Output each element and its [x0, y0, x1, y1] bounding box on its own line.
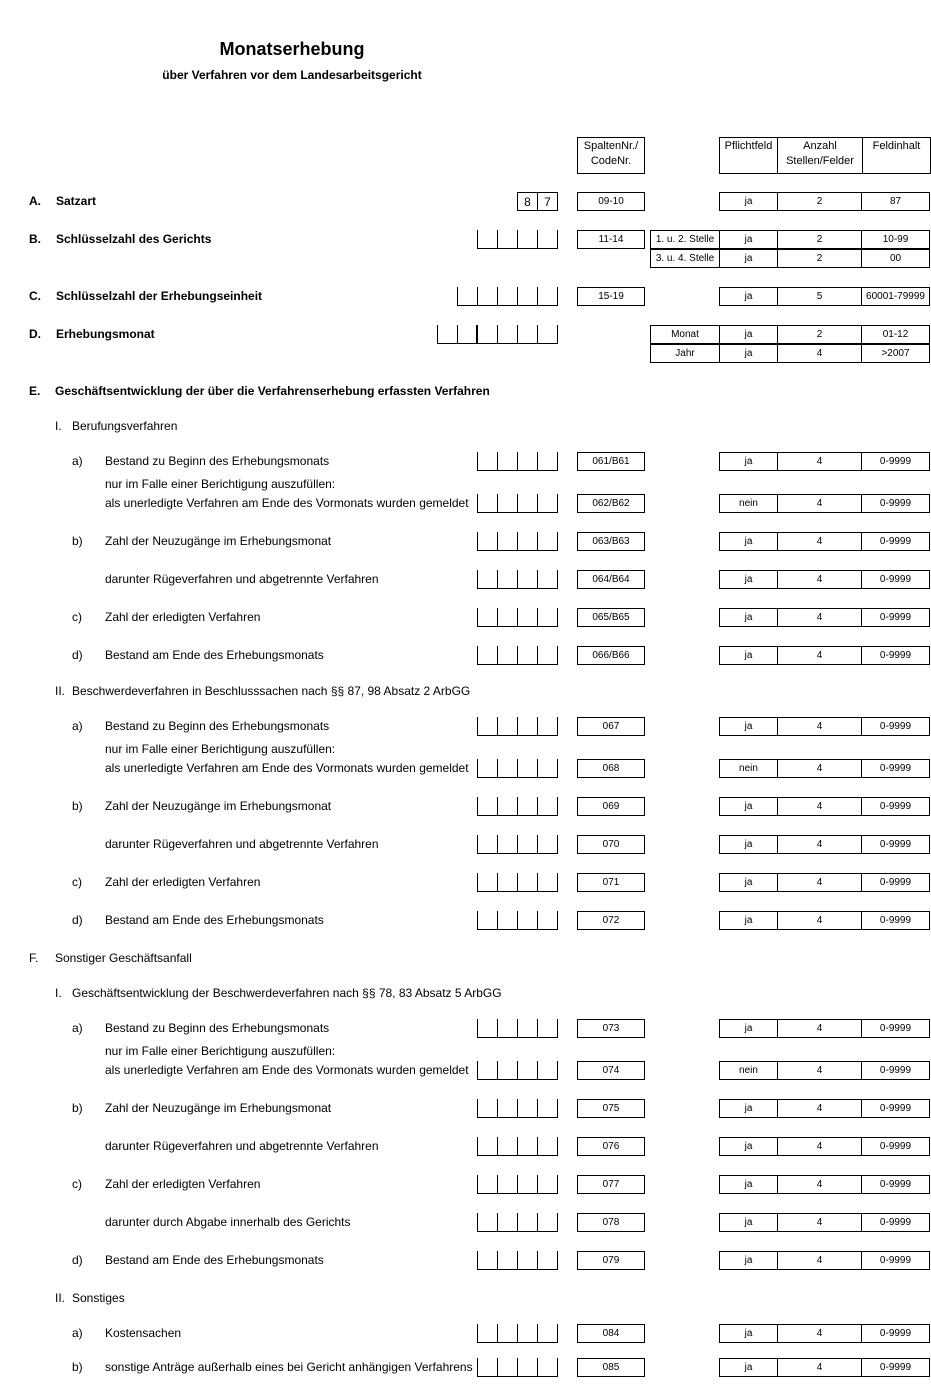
pflichtfeld-value: ja [719, 1358, 778, 1377]
input-cell[interactable] [498, 452, 518, 470]
row-mark: d) [72, 648, 83, 662]
input-cell[interactable] [458, 287, 478, 305]
anzahl-value: 4 [777, 494, 862, 513]
row-label: Bestand am Ende des Erhebungsmonats [105, 648, 324, 662]
section-f1-label: Geschäftsentwicklung der Beschwerdeverfahren nach §§ 78, 83 Absatz 5 ArbGG [72, 986, 502, 1000]
input-cell[interactable] [518, 325, 538, 343]
gericht-sub1-label: 1. u. 2. Stelle [650, 230, 720, 249]
input-cell[interactable] [538, 1061, 558, 1079]
section-f-letter: F. [29, 951, 39, 965]
page-subtitle: über Verfahren vor dem Landesarbeitsgericht [162, 68, 422, 82]
input-cell[interactable] [478, 570, 498, 588]
feldinhalt-value: 0-9999 [861, 797, 930, 816]
input-cell[interactable] [478, 287, 498, 305]
row-mark: b) [72, 1360, 83, 1374]
row-code: 066/B66 [577, 646, 645, 665]
row-mark: b) [72, 534, 83, 548]
row-input-boxes[interactable] [477, 646, 558, 665]
satzart-digit-1: 8 [518, 193, 538, 210]
row-code: 074 [577, 1061, 645, 1080]
feldinhalt-value: 0-9999 [861, 1175, 930, 1194]
row-code: 085 [577, 1358, 645, 1377]
anzahl-value: 4 [777, 717, 862, 736]
feldinhalt-value: 0-9999 [861, 570, 930, 589]
row-code: 064/B64 [577, 570, 645, 589]
header-feldinhalt: Feldinhalt [862, 137, 931, 174]
input-cell[interactable] [518, 797, 538, 815]
input-cell[interactable] [538, 873, 558, 891]
input-cell[interactable] [518, 759, 538, 777]
input-cell[interactable] [478, 1358, 498, 1376]
input-cell[interactable] [498, 1358, 518, 1376]
row-label: Zahl der erledigten Verfahren [105, 875, 261, 889]
row-mark: b) [72, 1101, 83, 1115]
pflichtfeld-value: ja [719, 1213, 778, 1232]
input-cell[interactable] [478, 452, 498, 470]
input-cell[interactable] [538, 911, 558, 929]
pflichtfeld-value: ja [719, 646, 778, 665]
feldinhalt-value: 0-9999 [861, 1137, 930, 1156]
input-cell[interactable] [518, 911, 538, 929]
anzahl-value: 4 [777, 1358, 862, 1377]
row-label: als unerledigte Verfahren am Ende des Vormonats wurden gemeldet [105, 496, 469, 510]
pflichtfeld-value: ja [719, 1251, 778, 1270]
anzahl-value: 4 [777, 873, 862, 892]
anzahl-value: 2 [777, 192, 862, 211]
row-code: 071 [577, 873, 645, 892]
anzahl-value: 4 [777, 1061, 862, 1080]
input-cell[interactable] [478, 835, 498, 853]
input-cell[interactable] [538, 1358, 558, 1376]
row-code: 065/B65 [577, 608, 645, 627]
feldinhalt-value: 0-9999 [861, 1061, 930, 1080]
feldinhalt-value: 0-9999 [861, 1358, 930, 1377]
section-e2-roman: II. [55, 684, 66, 698]
input-cell[interactable] [498, 873, 518, 891]
row-code: 078 [577, 1213, 645, 1232]
input-cell[interactable] [478, 1137, 498, 1155]
row-input-boxes[interactable] [477, 1213, 558, 1232]
row-input-boxes[interactable] [477, 1251, 558, 1270]
anzahl-value: 4 [777, 344, 862, 363]
anzahl-value: 4 [777, 1251, 862, 1270]
row-input-boxes[interactable] [477, 452, 558, 471]
input-cell[interactable] [518, 1061, 538, 1079]
row-code: 061/B61 [577, 452, 645, 471]
input-cell[interactable] [538, 1213, 558, 1231]
pflichtfeld-value: nein [719, 759, 778, 778]
input-cell[interactable] [518, 717, 538, 735]
input-cell[interactable] [478, 646, 498, 664]
section-e-letter: E. [29, 384, 41, 398]
row-code: 079 [577, 1251, 645, 1270]
pflichtfeld-value: ja [719, 1324, 778, 1343]
anzahl-value: 2 [777, 230, 862, 249]
row-code: 072 [577, 911, 645, 930]
input-cell[interactable] [518, 1099, 538, 1117]
anzahl-value: 5 [777, 287, 862, 306]
input-cell[interactable] [518, 230, 538, 248]
feldinhalt-value: 0-9999 [861, 532, 930, 551]
anzahl-value: 2 [777, 249, 862, 268]
pflichtfeld-value: ja [719, 344, 778, 363]
feldinhalt-value: 0-9999 [861, 1099, 930, 1118]
input-cell[interactable] [478, 1019, 498, 1037]
row-label: Zahl der Neuzugänge im Erhebungsmonat [105, 799, 332, 813]
section-c-letter: C. [29, 289, 41, 303]
input-cell[interactable] [538, 608, 558, 626]
feldinhalt-value: 0-9999 [861, 717, 930, 736]
jahr-label: Jahr [650, 344, 720, 363]
input-cell[interactable] [498, 717, 518, 735]
input-cell[interactable] [538, 835, 558, 853]
input-cell[interactable] [478, 911, 498, 929]
pflichtfeld-value: ja [719, 1137, 778, 1156]
input-cell[interactable] [538, 759, 558, 777]
input-cell[interactable] [538, 494, 558, 512]
row-mark: a) [72, 719, 83, 733]
input-cell[interactable] [538, 570, 558, 588]
input-cell[interactable] [538, 325, 558, 343]
row-input-boxes[interactable] [477, 717, 558, 736]
erhebungseinheit-input-boxes[interactable] [457, 287, 558, 306]
input-cell[interactable] [478, 717, 498, 735]
input-cell[interactable] [518, 1019, 538, 1037]
pflichtfeld-value: ja [719, 230, 778, 249]
code-gericht: 11-14 [577, 230, 645, 249]
row-mark: c) [72, 610, 82, 624]
row-label: darunter Rügeverfahren und abgetrennte Verfahren [105, 837, 379, 851]
input-cell[interactable] [538, 717, 558, 735]
anzahl-value: 4 [777, 1019, 862, 1038]
section-f2-label: Sonstiges [72, 1291, 125, 1305]
row-input-boxes[interactable] [477, 1137, 558, 1156]
row-code: 076 [577, 1137, 645, 1156]
input-cell[interactable] [498, 494, 518, 512]
row-input-boxes[interactable] [477, 608, 558, 627]
pflichtfeld-value: ja [719, 911, 778, 930]
input-cell[interactable] [478, 1324, 498, 1342]
anzahl-value: 4 [777, 1175, 862, 1194]
row-input-boxes[interactable] [477, 911, 558, 930]
row-input-boxes[interactable] [477, 1324, 558, 1343]
input-cell[interactable] [498, 1213, 518, 1231]
gericht-input-boxes[interactable] [477, 230, 558, 249]
input-cell[interactable] [518, 835, 538, 853]
input-cell[interactable] [538, 1137, 558, 1155]
input-cell[interactable] [478, 608, 498, 626]
input-cell[interactable] [518, 1175, 538, 1193]
anzahl-value: 4 [777, 570, 862, 589]
row-mark: a) [72, 454, 83, 468]
input-cell[interactable] [498, 1019, 518, 1037]
anzahl-value: 4 [777, 1137, 862, 1156]
input-cell[interactable] [498, 287, 518, 305]
pflichtfeld-value: ja [719, 608, 778, 627]
row-label: Bestand zu Beginn des Erhebungsmonats [105, 454, 330, 468]
berichtigung-note: nur im Falle einer Berichtigung auszufüllen: [105, 477, 336, 491]
section-a-letter: A. [29, 194, 41, 208]
pflichtfeld-value: ja [719, 1175, 778, 1194]
berichtigung-note: nur im Falle einer Berichtigung auszufüllen: [105, 1044, 336, 1058]
input-cell[interactable] [538, 452, 558, 470]
input-cell[interactable] [478, 1061, 498, 1079]
gericht-sub2-label: 3. u. 4. Stelle [650, 249, 720, 268]
row-code: 073 [577, 1019, 645, 1038]
input-cell[interactable] [518, 494, 538, 512]
row-input-boxes[interactable] [477, 1099, 558, 1118]
row-label: Zahl der erledigten Verfahren [105, 1177, 261, 1191]
satzart-digit-2: 7 [538, 193, 558, 210]
input-cell[interactable] [518, 532, 538, 550]
feldinhalt-value: 87 [861, 192, 930, 211]
section-b-label: Schlüsselzahl des Gerichts [56, 232, 212, 246]
row-input-boxes[interactable] [477, 532, 558, 551]
input-cell[interactable] [478, 325, 498, 343]
anzahl-value: 2 [777, 325, 862, 344]
pflichtfeld-value: ja [719, 717, 778, 736]
section-d-label: Erhebungsmonat [56, 327, 155, 341]
row-label: Bestand zu Beginn des Erhebungsmonats [105, 719, 330, 733]
input-cell[interactable] [518, 1324, 538, 1342]
feldinhalt-value: 0-9999 [861, 1213, 930, 1232]
input-cell[interactable] [538, 532, 558, 550]
input-cell[interactable] [538, 646, 558, 664]
section-c-label: Schlüsselzahl der Erhebungseinheit [56, 289, 263, 303]
section-f1-roman: I. [55, 986, 62, 1000]
row-label: Bestand zu Beginn des Erhebungsmonats [105, 1021, 330, 1035]
input-cell[interactable] [518, 1137, 538, 1155]
input-cell[interactable] [498, 797, 518, 815]
feldinhalt-value: 10-99 [861, 230, 930, 249]
section-b-letter: B. [29, 232, 41, 246]
input-cell[interactable] [538, 1099, 558, 1117]
anzahl-value: 4 [777, 759, 862, 778]
feldinhalt-value: 0-9999 [861, 873, 930, 892]
feldinhalt-value: 0-9999 [861, 1324, 930, 1343]
feldinhalt-value: 60001-79999 [861, 287, 930, 306]
feldinhalt-value: 0-9999 [861, 494, 930, 513]
row-label: darunter durch Abgabe innerhalb des Gerichts [105, 1215, 351, 1229]
feldinhalt-value: 01-12 [861, 325, 930, 344]
page-title: Monatserhebung [219, 39, 365, 59]
anzahl-value: 4 [777, 646, 862, 665]
pflichtfeld-value: ja [719, 570, 778, 589]
row-mark: c) [72, 875, 82, 889]
row-input-boxes[interactable] [477, 873, 558, 892]
pflichtfeld-value: ja [719, 287, 778, 306]
feldinhalt-value: 0-9999 [861, 1251, 930, 1270]
row-label: als unerledigte Verfahren am Ende des Vormonats wurden gemeldet [105, 761, 469, 775]
row-label: Bestand am Ende des Erhebungsmonats [105, 913, 324, 927]
row-label: als unerledigte Verfahren am Ende des Vormonats wurden gemeldet [105, 1063, 469, 1077]
pflichtfeld-value: ja [719, 325, 778, 344]
berichtigung-note: nur im Falle einer Berichtigung auszufüllen: [105, 742, 336, 756]
row-code: 084 [577, 1324, 645, 1343]
input-cell[interactable] [538, 1175, 558, 1193]
code-erhebungseinheit: 15-19 [577, 287, 645, 306]
pflichtfeld-value: ja [719, 873, 778, 892]
input-cell[interactable] [498, 532, 518, 550]
feldinhalt-value: 0-9999 [861, 911, 930, 930]
input-cell[interactable] [518, 608, 538, 626]
pflichtfeld-value: ja [719, 532, 778, 551]
row-input-boxes[interactable] [477, 759, 558, 778]
input-cell[interactable] [498, 1099, 518, 1117]
input-cell[interactable] [518, 287, 538, 305]
input-cell[interactable] [538, 797, 558, 815]
input-cell[interactable] [498, 570, 518, 588]
row-label: Zahl der Neuzugänge im Erhebungsmonat [105, 534, 332, 548]
input-cell[interactable] [458, 325, 478, 343]
row-code: 070 [577, 835, 645, 854]
row-label: sonstige Anträge außerhalb eines bei Gericht anhängigen Verfahrens [105, 1360, 473, 1374]
feldinhalt-value: >2007 [861, 344, 930, 363]
input-cell[interactable] [518, 873, 538, 891]
section-e2-label: Beschwerdeverfahren in Beschlusssachen nach §§ 87, 98 Absatz 2 ArbGG [72, 684, 471, 698]
input-cell[interactable] [538, 1324, 558, 1342]
row-label: darunter Rügeverfahren und abgetrennte Verfahren [105, 572, 379, 586]
anzahl-value: 4 [777, 797, 862, 816]
row-code: 062/B62 [577, 494, 645, 513]
section-e1-label: Berufungsverfahren [72, 419, 178, 433]
input-cell[interactable] [518, 570, 538, 588]
input-cell[interactable] [538, 1251, 558, 1269]
input-cell[interactable] [498, 911, 518, 929]
row-input-boxes[interactable] [477, 494, 558, 513]
section-f2-roman: II. [55, 1291, 66, 1305]
input-cell[interactable] [518, 1251, 538, 1269]
input-cell[interactable] [498, 1137, 518, 1155]
feldinhalt-value: 0-9999 [861, 1019, 930, 1038]
row-input-boxes[interactable] [477, 1358, 558, 1377]
satzart-boxes [517, 192, 558, 211]
input-cell[interactable] [498, 1175, 518, 1193]
row-input-boxes[interactable] [477, 835, 558, 854]
input-cell[interactable] [538, 1019, 558, 1037]
input-cell[interactable] [438, 325, 458, 343]
pflichtfeld-value: ja [719, 249, 778, 268]
feldinhalt-value: 0-9999 [861, 646, 930, 665]
anzahl-value: 4 [777, 835, 862, 854]
section-f-label: Sonstiger Geschäftsanfall [55, 951, 192, 965]
pflichtfeld-value: ja [719, 452, 778, 471]
anzahl-value: 4 [777, 608, 862, 627]
input-cell[interactable] [538, 230, 558, 248]
section-d-letter: D. [29, 327, 41, 341]
section-a-label: Satzart [56, 194, 97, 208]
input-cell[interactable] [498, 646, 518, 664]
pflichtfeld-value: ja [719, 835, 778, 854]
anzahl-value: 4 [777, 1099, 862, 1118]
pflichtfeld-value: nein [719, 1061, 778, 1080]
feldinhalt-value: 0-9999 [861, 759, 930, 778]
erhebungsmonat-input-boxes[interactable] [437, 325, 558, 344]
row-mark: c) [72, 1177, 82, 1191]
input-cell[interactable] [498, 1251, 518, 1269]
feldinhalt-value: 0-9999 [861, 835, 930, 854]
input-cell[interactable] [518, 646, 538, 664]
pflichtfeld-value: ja [719, 192, 778, 211]
input-cell[interactable] [478, 759, 498, 777]
row-code: 063/B63 [577, 532, 645, 551]
row-code: 068 [577, 759, 645, 778]
section-e1-roman: I. [55, 419, 62, 433]
feldinhalt-value: 0-9999 [861, 452, 930, 471]
section-e-label: Geschäftsentwicklung der über die Verfahrenserhebung erfassten Verfahren [55, 384, 490, 398]
anzahl-value: 4 [777, 1213, 862, 1232]
input-cell[interactable] [478, 1251, 498, 1269]
input-cell[interactable] [478, 797, 498, 815]
row-code: 067 [577, 717, 645, 736]
header-pflichtfeld: Pflichtfeld [719, 137, 778, 174]
row-label: Zahl der Neuzugänge im Erhebungsmonat [105, 1101, 332, 1115]
monat-label: Monat [650, 325, 720, 344]
row-input-boxes[interactable] [477, 1061, 558, 1080]
input-cell[interactable] [478, 494, 498, 512]
input-cell[interactable] [478, 230, 498, 248]
input-cell[interactable] [498, 759, 518, 777]
feldinhalt-value: 0-9999 [861, 608, 930, 627]
input-cell[interactable] [478, 1175, 498, 1193]
input-cell[interactable] [478, 532, 498, 550]
input-cell[interactable] [518, 452, 538, 470]
input-cell[interactable] [498, 608, 518, 626]
row-mark: a) [72, 1021, 83, 1035]
input-cell[interactable] [478, 1213, 498, 1231]
input-cell[interactable] [498, 230, 518, 248]
code-satzart: 09-10 [577, 192, 645, 211]
pflichtfeld-value: nein [719, 494, 778, 513]
row-code: 077 [577, 1175, 645, 1194]
row-input-boxes[interactable] [477, 1175, 558, 1194]
row-label: Bestand am Ende des Erhebungsmonats [105, 1253, 324, 1267]
row-input-boxes[interactable] [477, 570, 558, 589]
input-cell[interactable] [478, 1099, 498, 1117]
header-anzahl: Anzahl Stellen/Felder [777, 137, 863, 174]
row-mark: b) [72, 799, 83, 813]
input-cell[interactable] [498, 835, 518, 853]
header-code: SpaltenNr./ CodeNr. [577, 137, 645, 174]
pflichtfeld-value: ja [719, 1019, 778, 1038]
anzahl-value: 4 [777, 452, 862, 471]
feldinhalt-value: 00 [861, 249, 930, 268]
row-label: Zahl der erledigten Verfahren [105, 610, 261, 624]
input-cell[interactable] [478, 873, 498, 891]
row-label: Kostensachen [105, 1326, 182, 1340]
row-code: 075 [577, 1099, 645, 1118]
anzahl-value: 4 [777, 532, 862, 551]
row-code: 069 [577, 797, 645, 816]
anzahl-value: 4 [777, 1324, 862, 1343]
anzahl-value: 4 [777, 911, 862, 930]
row-mark: d) [72, 913, 83, 927]
input-cell[interactable] [498, 1324, 518, 1342]
pflichtfeld-value: ja [719, 1099, 778, 1118]
row-mark: d) [72, 1253, 83, 1267]
row-input-boxes[interactable] [477, 1019, 558, 1038]
input-cell[interactable] [518, 1213, 538, 1231]
input-cell[interactable] [498, 1061, 518, 1079]
row-mark: a) [72, 1326, 83, 1340]
row-label: darunter Rügeverfahren und abgetrennte Verfahren [105, 1139, 379, 1153]
input-cell[interactable] [518, 1358, 538, 1376]
input-cell[interactable] [538, 287, 558, 305]
pflichtfeld-value: ja [719, 797, 778, 816]
row-input-boxes[interactable] [477, 797, 558, 816]
input-cell[interactable] [498, 325, 518, 343]
